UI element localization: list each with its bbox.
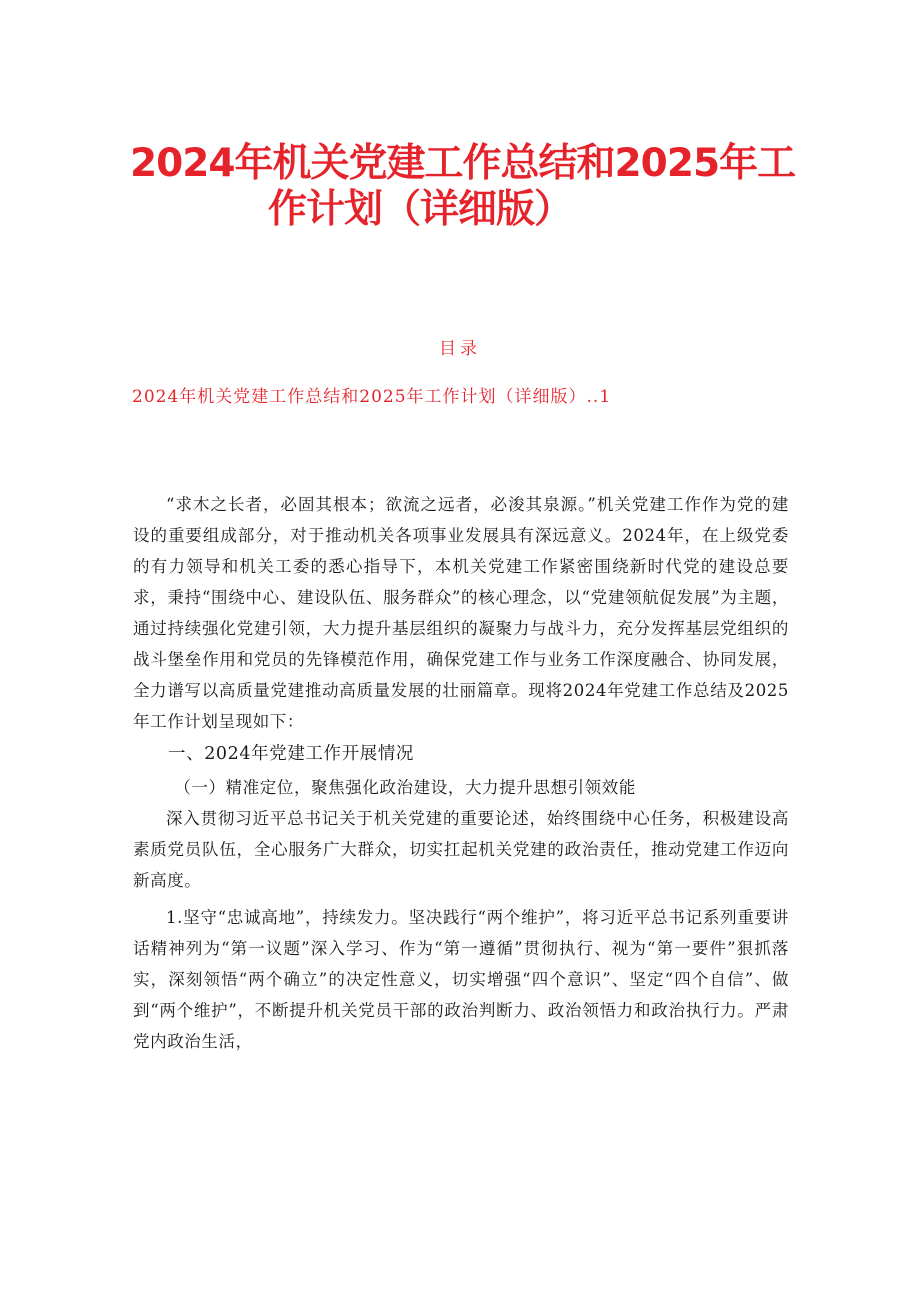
document-body	[133, 489, 789, 1057]
toc-entry[interactable]: 2024年机关党建工作总结和2025年工作计划（详细版）..1	[132, 387, 612, 407]
subsection-heading-1: （一）精准定位，聚焦强化政治建设，大力提升思想引领效能	[174, 778, 636, 797]
document-title-line-1: 2024年机关党建工作总结和2025年工	[130, 141, 796, 186]
intro-paragraph: “求木之长者，必固其根本；欲流之远者，必浚其泉源。”机关党建工作作为党的建设的重要组成部分，对于推动机关各项事业发展具有深远意义。2024年，在上级党委的有力领导和机关工委的悉心指导下，本机关党建工作紧密围绕新时代党的建设总要求，秉持“围绕中心、建设队伍、服务群众”的核心理念，以“党建领航促发展”为主题，通过持续强化党建引领，大力提升基层组织的凝聚力与战斗力，充分发挥基层党组织的战斗堡垒作用和党员的先锋模范作用，确保党建工作与业务工作深度融合、协同发展，全力谱写以高质量党建推动高质量发展的壮丽篇章。现将2024年党建工作总结及2025年工作计划呈现如下：	[133, 495, 789, 731]
document-title-line-2: 作计划（详细版）	[268, 187, 573, 232]
body-paragraph-2: 深入贯彻习近平总书记关于机关党建的重要论述，始终围绕中心任务，积极建设高素质党员队伍，全心服务广大群众，切实扛起机关党建的政治责任，推动党建工作迈向新高度。	[133, 809, 789, 890]
body-paragraph-3: 1.坚守“忠诚高地”，持续发力。坚决践行“两个维护”，将习近平总书记系列重要讲话精神列为“第一议题”深入学习、作为“第一遵循”贯彻执行、视为“第一要件”狠抓落实，深刻领悟“两个确立”的决定性意义，切实增强“四个意识”、坚定“四个自信”、做到“两个维护”，不断提升机关党员干部的政治判断力、政治领悟力和政治执行力。严肃党内政治生活，	[133, 908, 789, 1051]
toc-heading: 目录	[439, 339, 481, 359]
section-heading-1: 一、2024年党建工作开展情况	[168, 744, 415, 764]
